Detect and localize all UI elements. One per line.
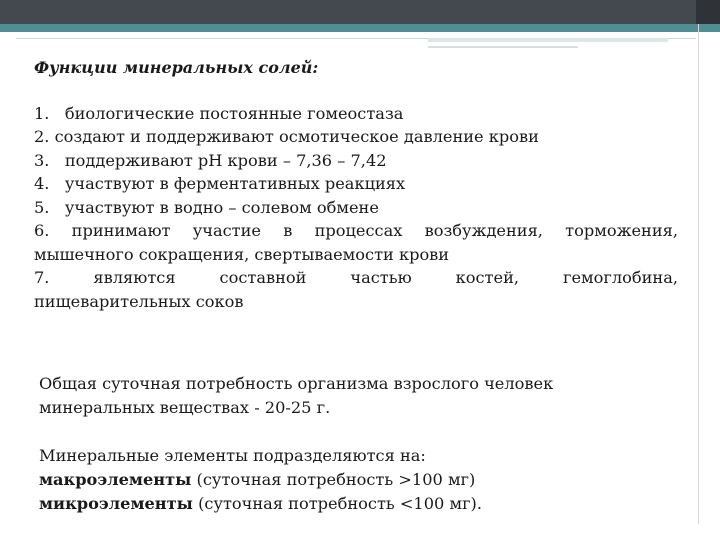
classification-intro: Минеральные элементы подразделяются на: [39,446,426,465]
macroelements-description: (суточная потребность >100 мг) [191,470,476,489]
list-item-continuation: мышечного сокращения, свертываемости крови [34,244,450,264]
header-accent-line-short [428,46,578,48]
top-right-corner-block [696,0,720,24]
list-item: 3. поддерживают рН крови – 7,36 – 7,42 [34,150,387,170]
requirement-line: минеральных веществах - 20-25 г. [39,398,331,417]
teal-accent-bar [0,24,720,32]
microelements-line [39,492,659,516]
list-item-continuation: пищеварительных соков [34,291,244,311]
macroelements-term: макроэлементы [39,470,192,489]
list-item: 5. участвуют в водно – солевом обмене [34,197,379,217]
macroelements-line [39,468,659,492]
microelements-description: (суточная потребность <100 мг). [192,494,483,513]
right-border-line [698,24,699,524]
header-accent-line [428,38,668,42]
list-item: 6. принимают участие в процессах возбуждения, торможения, [34,221,678,240]
functions-section [34,56,678,313]
top-decorative-bar [0,0,720,24]
requirement-line: Общая суточная потребность организма взрослого человек [39,374,554,393]
list-item: 4. участвуют в ферментативных реакциях [34,174,406,193]
daily-requirement-paragraph [39,372,659,420]
microelements-term: микроэлементы [39,494,193,513]
list-item: 2. создают и поддерживают осмотическое давление крови [34,127,539,146]
elements-classification-paragraph [39,444,659,516]
list-item: 1. биологические постоянные гомеостаза [34,103,404,123]
section-heading: Функции минеральных солей: [34,58,319,77]
list-item: 7. являются составной частью костей, гемоглобина, [34,268,678,287]
